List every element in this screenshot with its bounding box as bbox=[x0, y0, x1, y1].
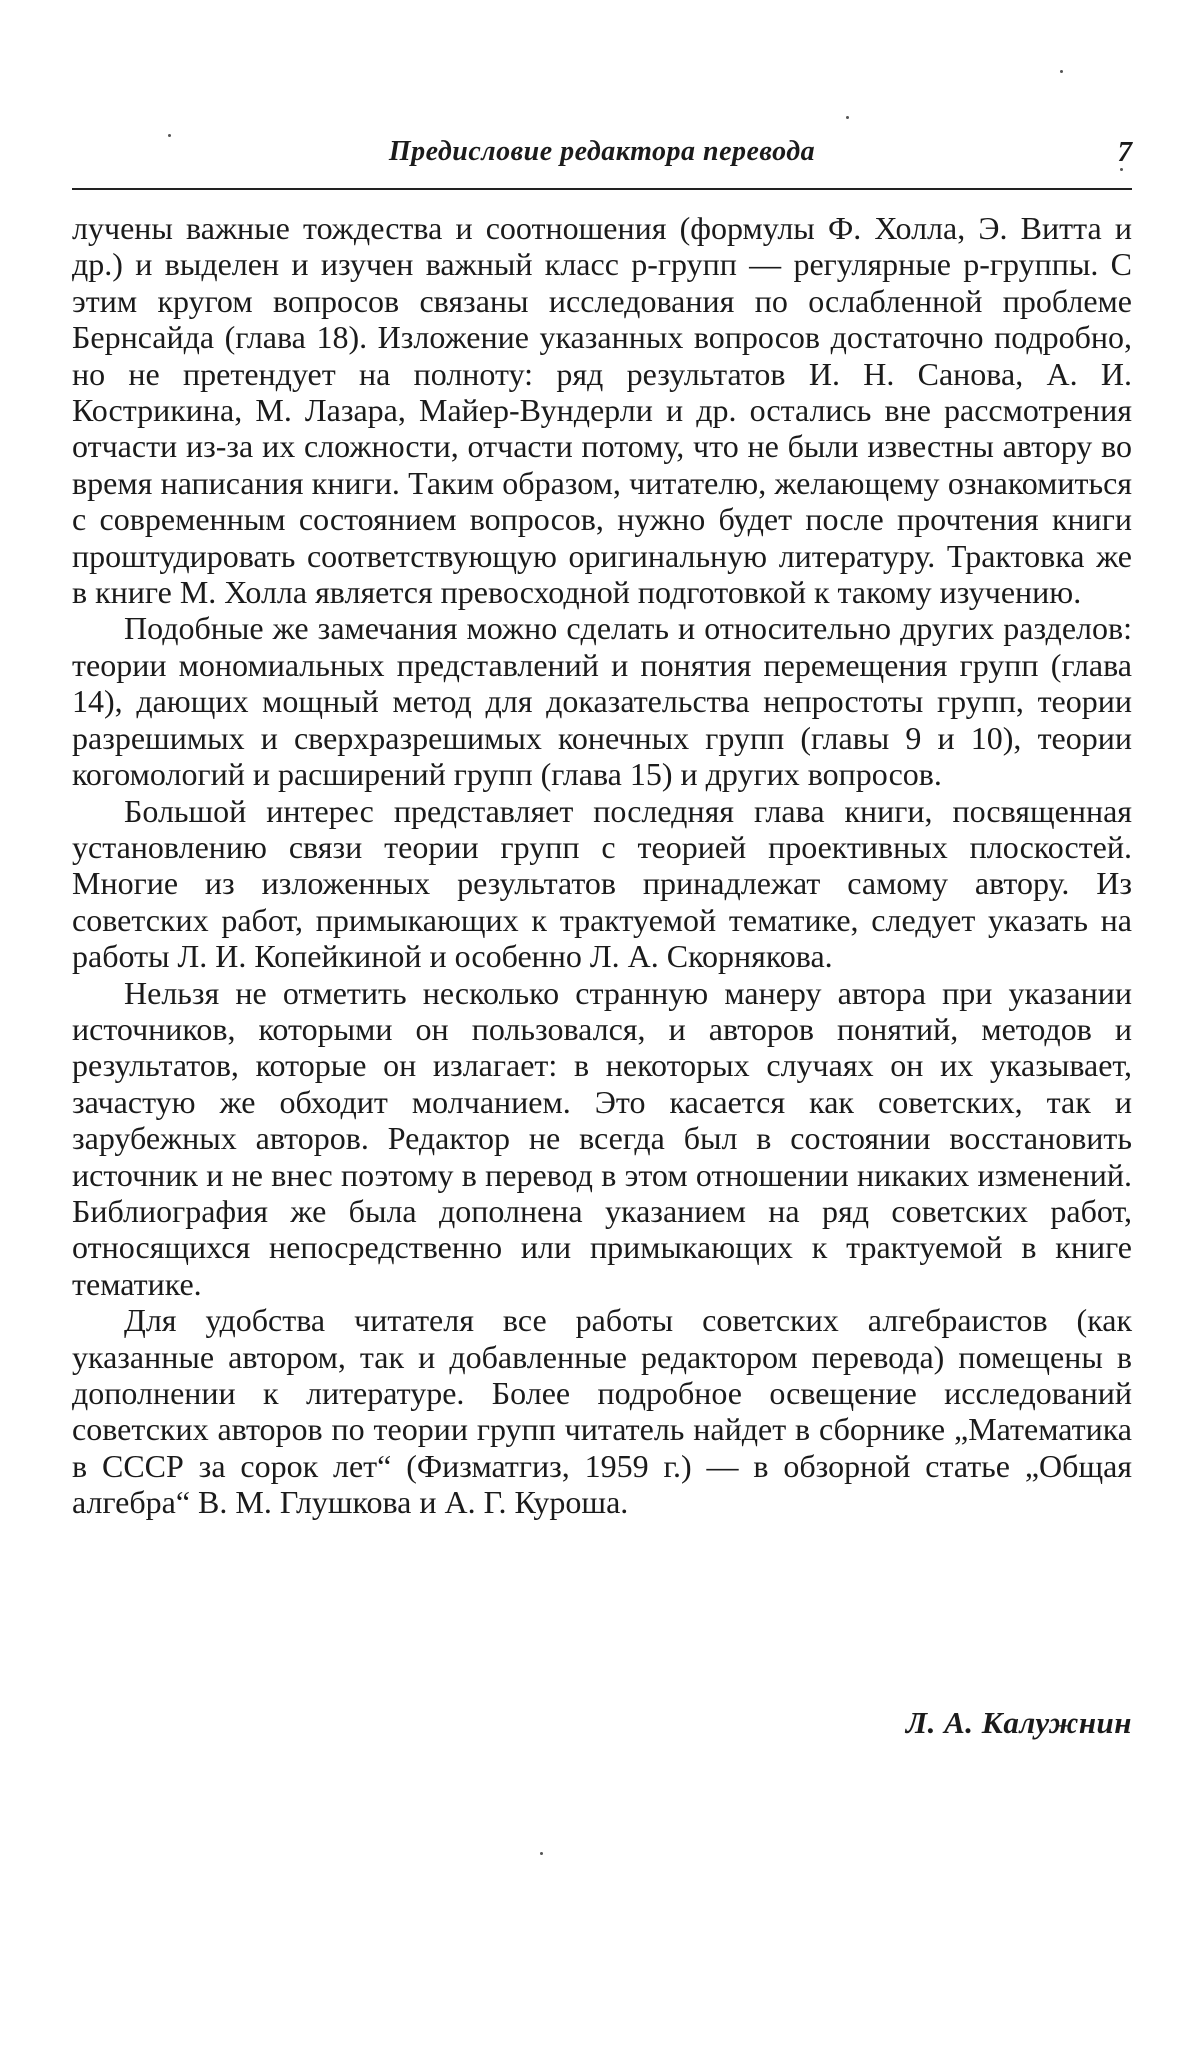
print-speck bbox=[1120, 168, 1123, 171]
print-speck bbox=[540, 1852, 543, 1855]
paragraph: лучены важные тождества и соотношения (формулы Ф. Холла, Э. Витта и др.) и выделен и изучен важный класс p-групп — регулярные p-группы. С этим кругом вопросов связаны исследования по ослабленной проблеме Бернсайда (глава 18). Изложение указанных вопросов достаточно подробно, но не претендует на полноту: ряд результатов И. Н. Санова, А. И. Кострикина, М. Лазара, Майер-Вундерли и др. остались вне рассмотрения отчасти из-за их сложности, отчасти потому, что не были известны автору во время написания книги. Таким образом, читателю, желающему ознакомиться с современным состоянием вопросов, нужно будет после прочтения книги проштудировать соответствующую оригинальную литературу. Трактовка же в книге М. Холла является превосходной подготовкой к такому изучению. bbox=[72, 210, 1132, 611]
body-text bbox=[72, 210, 1132, 1521]
print-speck bbox=[1060, 70, 1063, 73]
editor-signature: Л. А. Калужнин bbox=[905, 1705, 1132, 1740]
running-title: Предисловие редактора перевода bbox=[388, 136, 816, 167]
paragraph: Большой интерес представляет последняя глава книги, посвященная установлению связи теории групп с теорией проективных плоскостей. Многие из изложенных результатов принадлежат самому автору. Из советских работ, примыкающих к трактуемой тематике, следует указать на работы Л. И. Копейкиной и особенно Л. А. Скорнякова. bbox=[72, 792, 1132, 975]
paragraph: Подобные же замечания можно сделать и относительно других разделов: теории мономиальных представлений и понятия перемещения групп (глава 14), дающих мощный метод для доказательства непростоты групп, теории разрешимых и сверхразрешимых конечных групп (главы 9 и 10), теории когомологий и расширений групп (глава 15) и других вопросов. bbox=[72, 610, 1132, 793]
page-number: 7 bbox=[1117, 136, 1132, 168]
paragraph: Нельзя не отметить несколько странную манеру автора при указании источников, которыми он пользовался, и авторов понятий, методов и результатов, которые он излагает: в некоторых случаях он их указывает, зачастую же обходит молчанием. Это касается как советских, так и зарубежных авторов. Редактор не всегда был в состоянии восстановить источник и не внес поэтому в перевод в этом отношении никаких изменений. Библиография же была дополнена указанием на ряд советских работ, относящихся непосредственно или примыкающих к трактуемой в книге тематике. bbox=[72, 974, 1132, 1302]
running-head bbox=[72, 136, 1132, 180]
header-rule bbox=[72, 188, 1132, 190]
print-speck bbox=[846, 116, 849, 119]
print-speck bbox=[168, 134, 171, 137]
paragraph: Для удобства читателя все работы советских алгебраистов (как указанные автором, так и добавленные редактором перевода) помещены в дополнении к литературе. Более подробное освещение исследований советских авторов по теории групп читатель найдет в сборнике „Математика в СССР за сорок лет“ (Физматгиз, 1959 г.) — в обзорной статье „Общая алгебра“ В. М. Глушкова и А. Г. Куроша. bbox=[72, 1302, 1132, 1521]
